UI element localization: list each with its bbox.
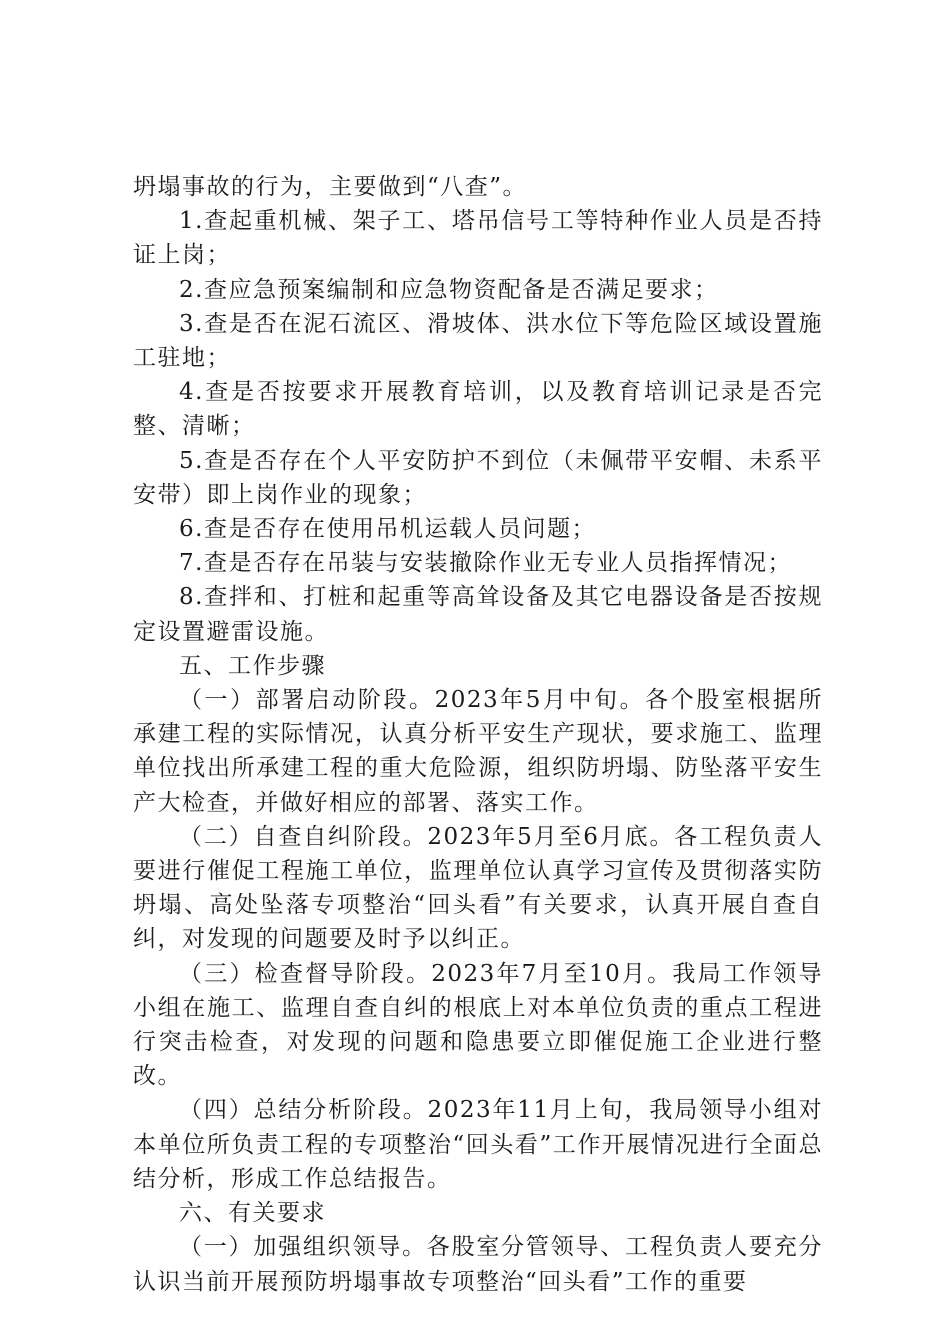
step-3-paragraph: （三）检查督导阶段。2023年7月至10月。我局工作领导小组在施工、监理自查自纠的根底上对本单位负责的重点工程进行突击检查，对发现的问题和隐患要立即催促施工企业进行整改。 [133, 960, 823, 1090]
step-4-paragraph: （四）总结分析阶段。2023年11月上旬，我局领导小组对本单位所负责工程的专项整治“回头看”工作开展情况进行全面总结分析，形成工作总结报告。 [133, 1097, 823, 1192]
check-item-1: 1.查起重机械、架子工、塔吊信号工等特种作业人员是否持证上岗； [133, 208, 823, 269]
section-heading-requirements: 六、有关要求 [179, 1200, 326, 1227]
check-item-8: 8.查拌和、打桩和起重等高耸设备及其它电器设备是否按规定设置避雷设施。 [133, 584, 823, 645]
step-1-paragraph: （一）部署启动阶段。2023年5月中旬。各个股室根据所承建工程的实际情况，认真分析平安生产现状，要求施工、监理单位找出所承建工程的重大危险源，组织防坍塌、防坠落平安生产大检查，并做好相应的部署、落实工作。 [133, 687, 823, 816]
check-item-4: 4.查是否按要求开展教育培训，以及教育培训记录是否完整、清晰； [133, 379, 823, 440]
section-heading-work-steps: 五、工作步骤 [179, 652, 326, 679]
check-item-2: 2.查应急预案编制和应急物资配备是否满足要求； [179, 276, 719, 303]
paragraph-continuation: 坍塌事故的行为，主要做到“八查”。 [133, 174, 528, 200]
check-item-5: 5.查是否存在个人平安防护不到位（未佩带平安帽、未系平安带）即上岗作业的现象； [133, 447, 823, 508]
step-2-paragraph: （二）自查自纠阶段。2023年5月至6月底。各工程负责人要进行催促工程施工单位，监理单位认真学习宣传及贯彻落实防坍塌、高处坠落专项整治“回头看”有关要求，认真开展自查自纠，对发现的问题要及时予以纠正。 [133, 823, 823, 953]
check-item-7: 7.查是否存在吊装与安装撤除作业无专业人员指挥情况； [179, 550, 792, 577]
check-item-3: 3.查是否在泥石流区、滑坡体、洪水位下等危险区域设置施工驻地； [133, 310, 823, 372]
document-body [133, 170, 823, 1299]
requirement-1-paragraph: （一）加强组织领导。各股室分管领导、工程负责人要充分认识当前开展预防坍塌事故专项整治“回头看”工作的重要 [133, 1234, 823, 1295]
check-item-6: 6.查是否存在使用吊机运载人员问题； [179, 516, 596, 543]
